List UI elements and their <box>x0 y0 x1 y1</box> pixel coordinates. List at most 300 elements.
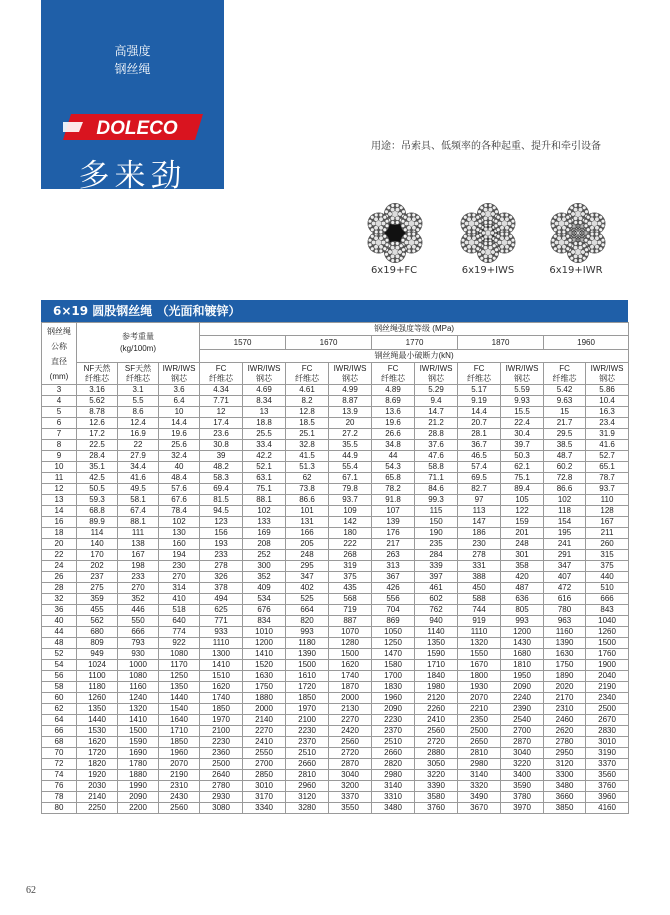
rope-label-fc: 6x19+FC <box>370 265 418 276</box>
value-cell: 4.99 <box>329 385 372 396</box>
diameter-cell: 22 <box>42 550 77 561</box>
diameter-cell: 68 <box>42 737 77 748</box>
value-cell: 1500 <box>286 660 329 671</box>
value-cell: 2830 <box>586 726 629 737</box>
value-cell: 2270 <box>329 715 372 726</box>
value-cell: 131 <box>286 517 329 528</box>
value-cell: 922 <box>159 638 200 649</box>
value-cell: 2370 <box>372 726 415 737</box>
value-cell: 1300 <box>200 649 243 660</box>
value-cell: 63.1 <box>243 473 286 484</box>
value-cell: 42.2 <box>243 451 286 462</box>
grade-1960: 1960 <box>544 336 629 350</box>
value-cell: 1690 <box>118 748 159 759</box>
value-cell: 518 <box>159 605 200 616</box>
diameter-cell: 52 <box>42 649 77 660</box>
value-cell: 2640 <box>200 770 243 781</box>
break-force-header: 钢丝绳最小破断力(kN) <box>200 350 629 363</box>
value-cell: 65.8 <box>372 473 415 484</box>
value-cell: 34.4 <box>118 462 159 473</box>
value-cell: 222 <box>329 539 372 550</box>
value-cell: 75.1 <box>243 484 286 495</box>
value-cell: 39.7 <box>501 440 544 451</box>
value-cell: 2700 <box>243 759 286 770</box>
value-cell: 5.29 <box>415 385 458 396</box>
doleco-logo <box>63 112 203 142</box>
diameter-cell: 64 <box>42 715 77 726</box>
value-cell: 3370 <box>329 792 372 803</box>
value-cell: 1850 <box>159 737 200 748</box>
value-cell: 1610 <box>286 671 329 682</box>
value-cell: 5.59 <box>501 385 544 396</box>
value-cell: 2430 <box>159 792 200 803</box>
value-cell: 12.4 <box>118 418 159 429</box>
value-cell: 1470 <box>372 649 415 660</box>
value-cell: 2200 <box>118 803 159 814</box>
break-subheader-1960-iwr: IWR/IWS 钢芯 <box>586 363 629 385</box>
value-cell: 3480 <box>372 803 415 814</box>
value-cell: 15.5 <box>501 407 544 418</box>
value-cell: 744 <box>458 605 501 616</box>
value-cell: 82.7 <box>458 484 501 495</box>
value-cell: 2210 <box>458 704 501 715</box>
value-cell: 18.5 <box>286 418 329 429</box>
table-row <box>42 704 629 715</box>
value-cell: 38.5 <box>544 440 586 451</box>
value-cell: 58.1 <box>118 495 159 506</box>
value-cell: 455 <box>77 605 118 616</box>
table-row <box>42 682 629 693</box>
break-subheader-1770-fc: FC 纤维芯 <box>372 363 415 385</box>
value-cell: 1260 <box>77 693 118 704</box>
value-cell: 1970 <box>200 715 243 726</box>
rope-fc-icon <box>360 202 430 264</box>
value-cell: 3140 <box>372 781 415 792</box>
value-cell: 13 <box>243 407 286 418</box>
value-cell: 963 <box>544 616 586 627</box>
section-title: 6×19 圆股钢丝绳 （光面和镀锌） <box>53 304 241 318</box>
value-cell: 52.7 <box>586 451 629 462</box>
value-cell: 2350 <box>458 715 501 726</box>
value-cell: 97 <box>458 495 501 506</box>
value-cell: 81.5 <box>200 495 243 506</box>
value-cell: 102 <box>243 506 286 517</box>
value-cell: 22.5 <box>77 440 118 451</box>
value-cell: 774 <box>159 627 200 638</box>
value-cell: 3660 <box>544 792 586 803</box>
value-cell: 25.5 <box>243 429 286 440</box>
value-cell: 65.1 <box>586 462 629 473</box>
value-cell: 1410 <box>200 660 243 671</box>
value-cell: 2460 <box>544 715 586 726</box>
value-cell: 248 <box>501 539 544 550</box>
value-cell: 1930 <box>458 682 501 693</box>
value-cell: 115 <box>415 506 458 517</box>
value-cell: 180 <box>329 528 372 539</box>
diameter-header: 钢丝绳 公称 直径 (mm) <box>42 323 77 385</box>
value-cell: 313 <box>372 561 415 572</box>
value-cell: 315 <box>586 550 629 561</box>
value-cell: 2000 <box>243 704 286 715</box>
value-cell: 2650 <box>458 737 501 748</box>
value-cell: 8.6 <box>118 407 159 418</box>
value-cell: 793 <box>118 638 159 649</box>
value-cell: 30.4 <box>501 429 544 440</box>
value-cell: 252 <box>243 550 286 561</box>
value-cell: 58.3 <box>200 473 243 484</box>
value-cell: 1320 <box>458 638 501 649</box>
break-subheader-1960-fc: FC 纤维芯 <box>544 363 586 385</box>
spec-table <box>41 322 629 814</box>
diameter-cell: 32 <box>42 594 77 605</box>
value-cell: 664 <box>286 605 329 616</box>
value-cell: 2310 <box>544 704 586 715</box>
value-cell: 4160 <box>586 803 629 814</box>
table-row <box>42 781 629 792</box>
value-cell: 67.6 <box>159 495 200 506</box>
value-cell: 1040 <box>586 616 629 627</box>
value-cell: 194 <box>159 550 200 561</box>
value-cell: 3040 <box>329 770 372 781</box>
grade-1770: 1770 <box>372 336 458 350</box>
table-row <box>42 429 629 440</box>
diameter-cell: 20 <box>42 539 77 550</box>
value-cell: 1410 <box>243 649 286 660</box>
value-cell: 562 <box>77 616 118 627</box>
value-cell: 347 <box>286 572 329 583</box>
table-row <box>42 594 629 605</box>
break-subheader-1670-iwr: IWR/IWS 钢芯 <box>329 363 372 385</box>
value-cell: 86.6 <box>286 495 329 506</box>
value-cell: 13.9 <box>329 407 372 418</box>
value-cell: 676 <box>243 605 286 616</box>
table-row <box>42 638 629 649</box>
usage-text: 用途：吊索具、低频率的各种起重、提升和牵引设备 <box>371 141 601 152</box>
section-title-bar <box>41 300 628 322</box>
value-cell: 73.8 <box>286 484 329 495</box>
value-cell: 93.7 <box>586 484 629 495</box>
value-cell: 3190 <box>586 748 629 759</box>
value-cell: 16.3 <box>586 407 629 418</box>
diameter-cell: 74 <box>42 770 77 781</box>
value-cell: 2700 <box>501 726 544 737</box>
value-cell: 2720 <box>415 737 458 748</box>
value-cell: 5.17 <box>458 385 501 396</box>
value-cell: 2510 <box>286 748 329 759</box>
weight-subheader-0: NF天然 纤维芯 <box>77 363 118 385</box>
rope-iwr-icon <box>543 202 613 264</box>
value-cell: 109 <box>329 506 372 517</box>
value-cell: 101 <box>286 506 329 517</box>
value-cell: 367 <box>372 572 415 583</box>
value-cell: 1440 <box>77 715 118 726</box>
value-cell: 588 <box>458 594 501 605</box>
table-row <box>42 671 629 682</box>
value-cell: 1250 <box>372 638 415 649</box>
value-cell: 44.9 <box>329 451 372 462</box>
value-cell: 1580 <box>372 660 415 671</box>
value-cell: 28.1 <box>458 429 501 440</box>
value-cell: 3760 <box>586 781 629 792</box>
value-cell: 2810 <box>286 770 329 781</box>
diameter-cell: 66 <box>42 726 77 737</box>
diameter-cell: 28 <box>42 583 77 594</box>
value-cell: 2100 <box>286 715 329 726</box>
value-cell: 1990 <box>118 781 159 792</box>
value-cell: 1780 <box>118 759 159 770</box>
value-cell: 16.9 <box>118 429 159 440</box>
value-cell: 55.4 <box>329 462 372 473</box>
diameter-cell: 36 <box>42 605 77 616</box>
value-cell: 1670 <box>458 660 501 671</box>
value-cell: 201 <box>501 528 544 539</box>
value-cell: 869 <box>372 616 415 627</box>
brand-name-cn: 多来劲 <box>78 158 187 194</box>
value-cell: 278 <box>458 550 501 561</box>
value-cell: 2090 <box>501 682 544 693</box>
table-row <box>42 726 629 737</box>
value-cell: 2070 <box>159 759 200 770</box>
value-cell: 233 <box>200 550 243 561</box>
value-cell: 21.2 <box>415 418 458 429</box>
value-cell: 193 <box>200 539 243 550</box>
value-cell: 140 <box>77 539 118 550</box>
diameter-cell: 48 <box>42 638 77 649</box>
value-cell: 1880 <box>243 693 286 704</box>
value-cell: 169 <box>243 528 286 539</box>
value-cell: 28.4 <box>77 451 118 462</box>
value-cell: 5.86 <box>586 385 629 396</box>
value-cell: 3850 <box>544 803 586 814</box>
value-cell: 446 <box>118 605 159 616</box>
value-cell: 190 <box>415 528 458 539</box>
value-cell: 8.69 <box>372 396 415 407</box>
page-number: 62 <box>26 885 36 896</box>
value-cell: 780 <box>544 605 586 616</box>
value-cell: 3050 <box>415 759 458 770</box>
value-cell: 1010 <box>243 627 286 638</box>
value-cell: 5.5 <box>118 396 159 407</box>
value-cell: 8.87 <box>329 396 372 407</box>
value-cell: 1700 <box>372 671 415 682</box>
value-cell: 6.4 <box>159 396 200 407</box>
value-cell: 2410 <box>415 715 458 726</box>
value-cell: 3310 <box>372 792 415 803</box>
value-cell: 88.1 <box>243 495 286 506</box>
value-cell: 2550 <box>243 748 286 759</box>
value-cell: 3220 <box>415 770 458 781</box>
break-subheader-1870-fc: FC 纤维芯 <box>458 363 501 385</box>
table-row <box>42 583 629 594</box>
value-cell: 1590 <box>415 649 458 660</box>
value-cell: 1250 <box>159 671 200 682</box>
value-cell: 3280 <box>286 803 329 814</box>
table-row <box>42 693 629 704</box>
value-cell: 35.1 <box>77 462 118 473</box>
value-cell: 1050 <box>372 627 415 638</box>
value-cell: 510 <box>586 583 629 594</box>
value-cell: 2340 <box>586 693 629 704</box>
value-cell: 195 <box>544 528 586 539</box>
value-cell: 887 <box>329 616 372 627</box>
value-cell: 1620 <box>329 660 372 671</box>
value-cell: 167 <box>118 550 159 561</box>
value-cell: 2820 <box>372 759 415 770</box>
value-cell: 3670 <box>458 803 501 814</box>
table-row <box>42 649 629 660</box>
value-cell: 28.8 <box>415 429 458 440</box>
rope-iws-icon <box>453 202 523 264</box>
value-cell: 1080 <box>118 671 159 682</box>
value-cell: 3480 <box>544 781 586 792</box>
diameter-cell: 76 <box>42 781 77 792</box>
diameter-cell: 12 <box>42 484 77 495</box>
value-cell: 42.5 <box>77 473 118 484</box>
value-cell: 930 <box>118 649 159 660</box>
value-cell: 1100 <box>77 671 118 682</box>
value-cell: 27.9 <box>118 451 159 462</box>
value-cell: 487 <box>501 583 544 594</box>
value-cell: 22 <box>118 440 159 451</box>
value-cell: 78.4 <box>159 506 200 517</box>
value-cell: 358 <box>501 561 544 572</box>
value-cell: 1590 <box>118 737 159 748</box>
rope-label-iws: 6x19+IWS <box>461 265 515 276</box>
value-cell: 1850 <box>200 704 243 715</box>
value-cell: 2660 <box>286 759 329 770</box>
diameter-cell: 13 <box>42 495 77 506</box>
diameter-cell: 56 <box>42 671 77 682</box>
value-cell: 534 <box>243 594 286 605</box>
value-cell: 2000 <box>329 693 372 704</box>
value-cell: 8.34 <box>243 396 286 407</box>
value-cell: 1950 <box>501 671 544 682</box>
value-cell: 1024 <box>77 660 118 671</box>
value-cell: 805 <box>501 605 544 616</box>
value-cell: 154 <box>544 517 586 528</box>
value-cell: 1760 <box>586 649 629 660</box>
value-cell: 919 <box>458 616 501 627</box>
value-cell: 2500 <box>200 759 243 770</box>
value-cell: 235 <box>415 539 458 550</box>
value-cell: 167 <box>586 517 629 528</box>
value-cell: 2980 <box>458 759 501 770</box>
value-cell: 440 <box>586 572 629 583</box>
value-cell: 2230 <box>200 737 243 748</box>
weight-subheader-2: IWR/IWS 钢芯 <box>159 363 200 385</box>
value-cell: 2870 <box>329 759 372 770</box>
value-cell: 834 <box>243 616 286 627</box>
table-row <box>42 660 629 671</box>
value-cell: 3960 <box>586 792 629 803</box>
value-cell: 23.4 <box>586 418 629 429</box>
value-cell: 1390 <box>544 638 586 649</box>
value-cell: 91.8 <box>372 495 415 506</box>
value-cell: 25.1 <box>286 429 329 440</box>
value-cell: 2040 <box>586 671 629 682</box>
value-cell: 12 <box>200 407 243 418</box>
table-row <box>42 385 629 396</box>
value-cell: 1550 <box>458 649 501 660</box>
value-cell: 35.5 <box>329 440 372 451</box>
value-cell: 21.7 <box>544 418 586 429</box>
value-cell: 156 <box>200 528 243 539</box>
value-cell: 22.4 <box>501 418 544 429</box>
value-cell: 1440 <box>159 693 200 704</box>
value-cell: 50.5 <box>77 484 118 495</box>
value-cell: 568 <box>329 594 372 605</box>
value-cell: 636 <box>501 594 544 605</box>
value-cell: 41.5 <box>286 451 329 462</box>
value-cell: 69.4 <box>200 484 243 495</box>
diameter-cell: 78 <box>42 792 77 803</box>
value-cell: 1890 <box>544 671 586 682</box>
value-cell: 3010 <box>586 737 629 748</box>
value-cell: 1840 <box>415 671 458 682</box>
table-row <box>42 407 629 418</box>
value-cell: 57.6 <box>159 484 200 495</box>
value-cell: 3040 <box>501 748 544 759</box>
value-cell: 640 <box>159 616 200 627</box>
value-cell: 133 <box>243 517 286 528</box>
value-cell: 3220 <box>501 759 544 770</box>
value-cell: 378 <box>200 583 243 594</box>
value-cell: 2560 <box>415 726 458 737</box>
value-cell: 410 <box>159 594 200 605</box>
value-cell: 105 <box>501 495 544 506</box>
value-cell: 33.4 <box>243 440 286 451</box>
value-cell: 2720 <box>329 748 372 759</box>
value-cell: 402 <box>286 583 329 594</box>
value-cell: 2780 <box>200 781 243 792</box>
table-row <box>42 517 629 528</box>
value-cell: 12.6 <box>77 418 118 429</box>
value-cell: 1350 <box>415 638 458 649</box>
table-row <box>42 627 629 638</box>
diameter-cell: 62 <box>42 704 77 715</box>
table-row <box>42 792 629 803</box>
value-cell: 19.6 <box>372 418 415 429</box>
value-cell: 20.7 <box>458 418 501 429</box>
value-cell: 2780 <box>544 737 586 748</box>
value-cell: 9.93 <box>501 396 544 407</box>
value-cell: 426 <box>372 583 415 594</box>
value-cell: 170 <box>77 550 118 561</box>
value-cell: 122 <box>501 506 544 517</box>
table-row <box>42 550 629 561</box>
value-cell: 1530 <box>77 726 118 737</box>
table-row <box>42 418 629 429</box>
value-cell: 241 <box>544 539 586 550</box>
value-cell: 230 <box>458 539 501 550</box>
value-cell: 268 <box>329 550 372 561</box>
value-cell: 1350 <box>77 704 118 715</box>
value-cell: 26.6 <box>372 429 415 440</box>
value-cell: 10.4 <box>586 396 629 407</box>
value-cell: 1970 <box>286 704 329 715</box>
value-cell: 314 <box>159 583 200 594</box>
value-cell: 186 <box>458 528 501 539</box>
value-cell: 89.9 <box>77 517 118 528</box>
value-cell: 616 <box>544 594 586 605</box>
value-cell: 3120 <box>286 792 329 803</box>
grade-1870: 1870 <box>458 336 544 350</box>
value-cell: 202 <box>77 561 118 572</box>
value-cell: 51.3 <box>286 462 329 473</box>
value-cell: 2270 <box>243 726 286 737</box>
value-cell: 2950 <box>544 748 586 759</box>
value-cell: 2140 <box>77 792 118 803</box>
